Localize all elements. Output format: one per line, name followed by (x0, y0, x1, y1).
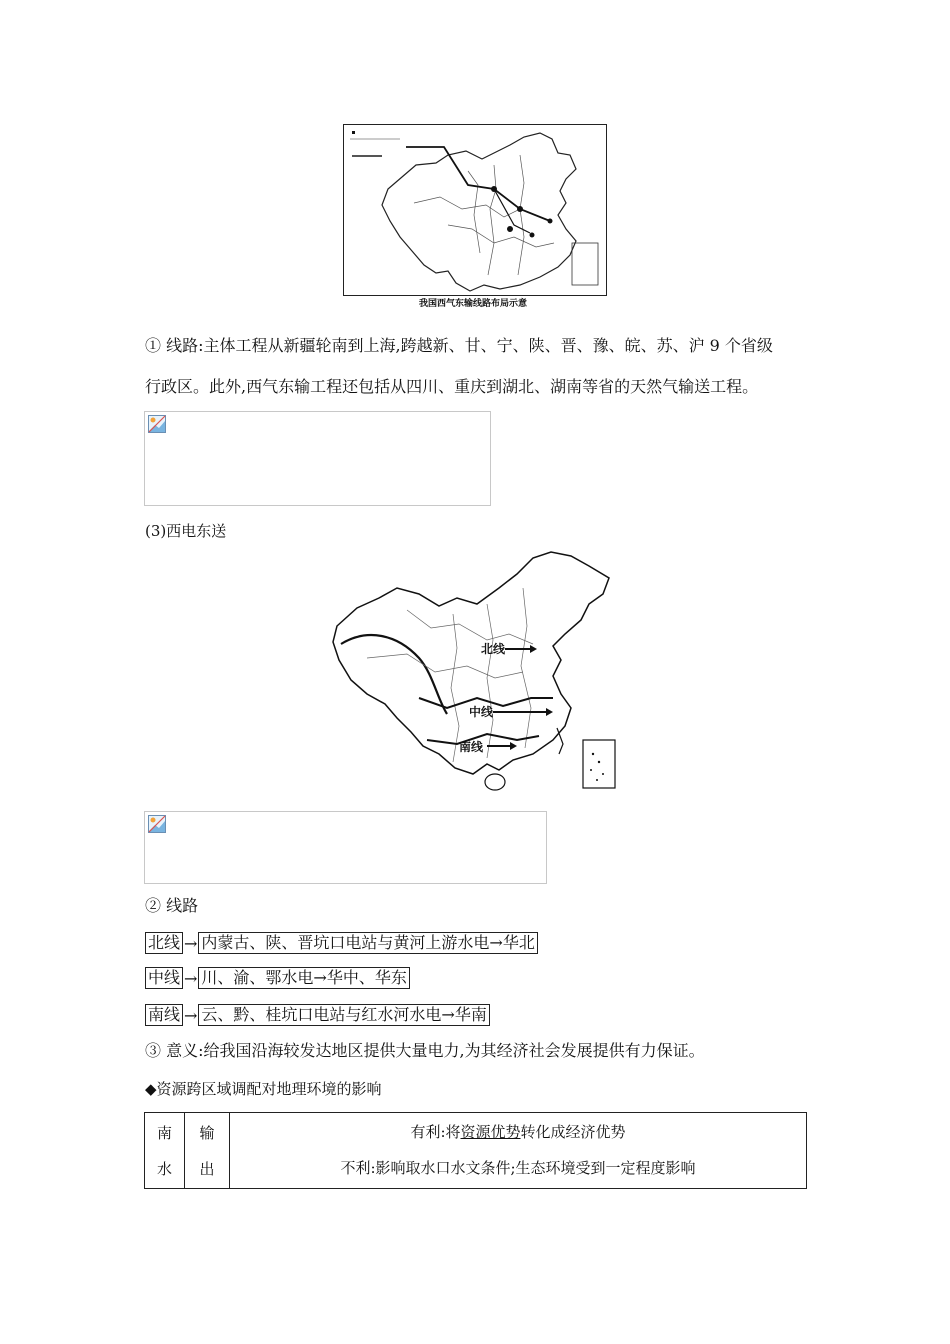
route-row-north (145, 932, 538, 954)
south-line-label: 南线 (459, 740, 484, 754)
cell-char: 输 (199, 1123, 215, 1142)
section-title: (3)西电东送 (145, 522, 227, 540)
route-row-middle (145, 967, 410, 989)
favorable-underlined: 资源优势 (460, 1122, 521, 1141)
gas-pipeline-map (343, 124, 607, 296)
arrow-glyph: → (184, 1005, 198, 1025)
broken-image-icon (148, 815, 166, 833)
image-placeholder (144, 411, 491, 506)
gas-route-line1: ① 线路:主体工程从新疆轮南到上海,跨越新、甘、宁、陕、晋、豫、皖、苏、沪 9 个省级 (145, 336, 773, 355)
broken-image-icon (148, 415, 166, 433)
route-name: 北线 (145, 932, 183, 954)
unfavorable-cell: 不利:影响取水口水文条件;生态环境受到一定程度影响 (230, 1146, 807, 1189)
middle-line-label: 中线 (469, 705, 494, 719)
route-heading: ② 线路 (145, 896, 199, 915)
route-detail: 内蒙古、陕、晋坑口电站与黄河上游水电→华北 (198, 932, 537, 954)
cell-char: 出 (199, 1159, 215, 1178)
cell-char: 水 (156, 1159, 172, 1178)
gas-route-line2: 行政区。此外,西气东输工程还包括从四川、重庆到湖北、湖南等省的天然气输送工程。 (145, 377, 759, 396)
arrow-glyph: → (184, 968, 198, 988)
power-map-drawing (327, 548, 619, 794)
table-cell (185, 1113, 230, 1189)
route-row-south (145, 1004, 490, 1026)
favorable-suffix: 转化成经济优势 (520, 1122, 626, 1141)
route-name: 南线 (145, 1004, 183, 1026)
power-transmission-map (327, 548, 619, 794)
favorable-prefix: 有利:将 (410, 1122, 461, 1141)
route-detail: 川、渝、鄂水电→华中、华东 (198, 967, 409, 989)
cell-char: 南 (156, 1123, 172, 1142)
table-cell (145, 1113, 185, 1189)
significance-text: ③ 意义:给我国沿海较发达地区提供大量电力,为其经济社会发展提供有力保证。 (145, 1041, 705, 1060)
gas-pipeline-map-drawing (344, 125, 606, 295)
route-name: 中线 (145, 967, 183, 989)
favorable-cell (230, 1113, 807, 1147)
impact-heading: ◆资源跨区域调配对地理环境的影响 (145, 1080, 382, 1098)
route-detail: 云、黔、桂坑口电站与红水河水电→华南 (198, 1004, 489, 1026)
gas-map-caption: 我国西气东输线路布局示意 (419, 299, 528, 309)
image-placeholder (144, 811, 547, 884)
impact-table (144, 1112, 807, 1189)
arrow-glyph: → (184, 933, 198, 953)
north-line-label: 北线 (481, 642, 506, 656)
